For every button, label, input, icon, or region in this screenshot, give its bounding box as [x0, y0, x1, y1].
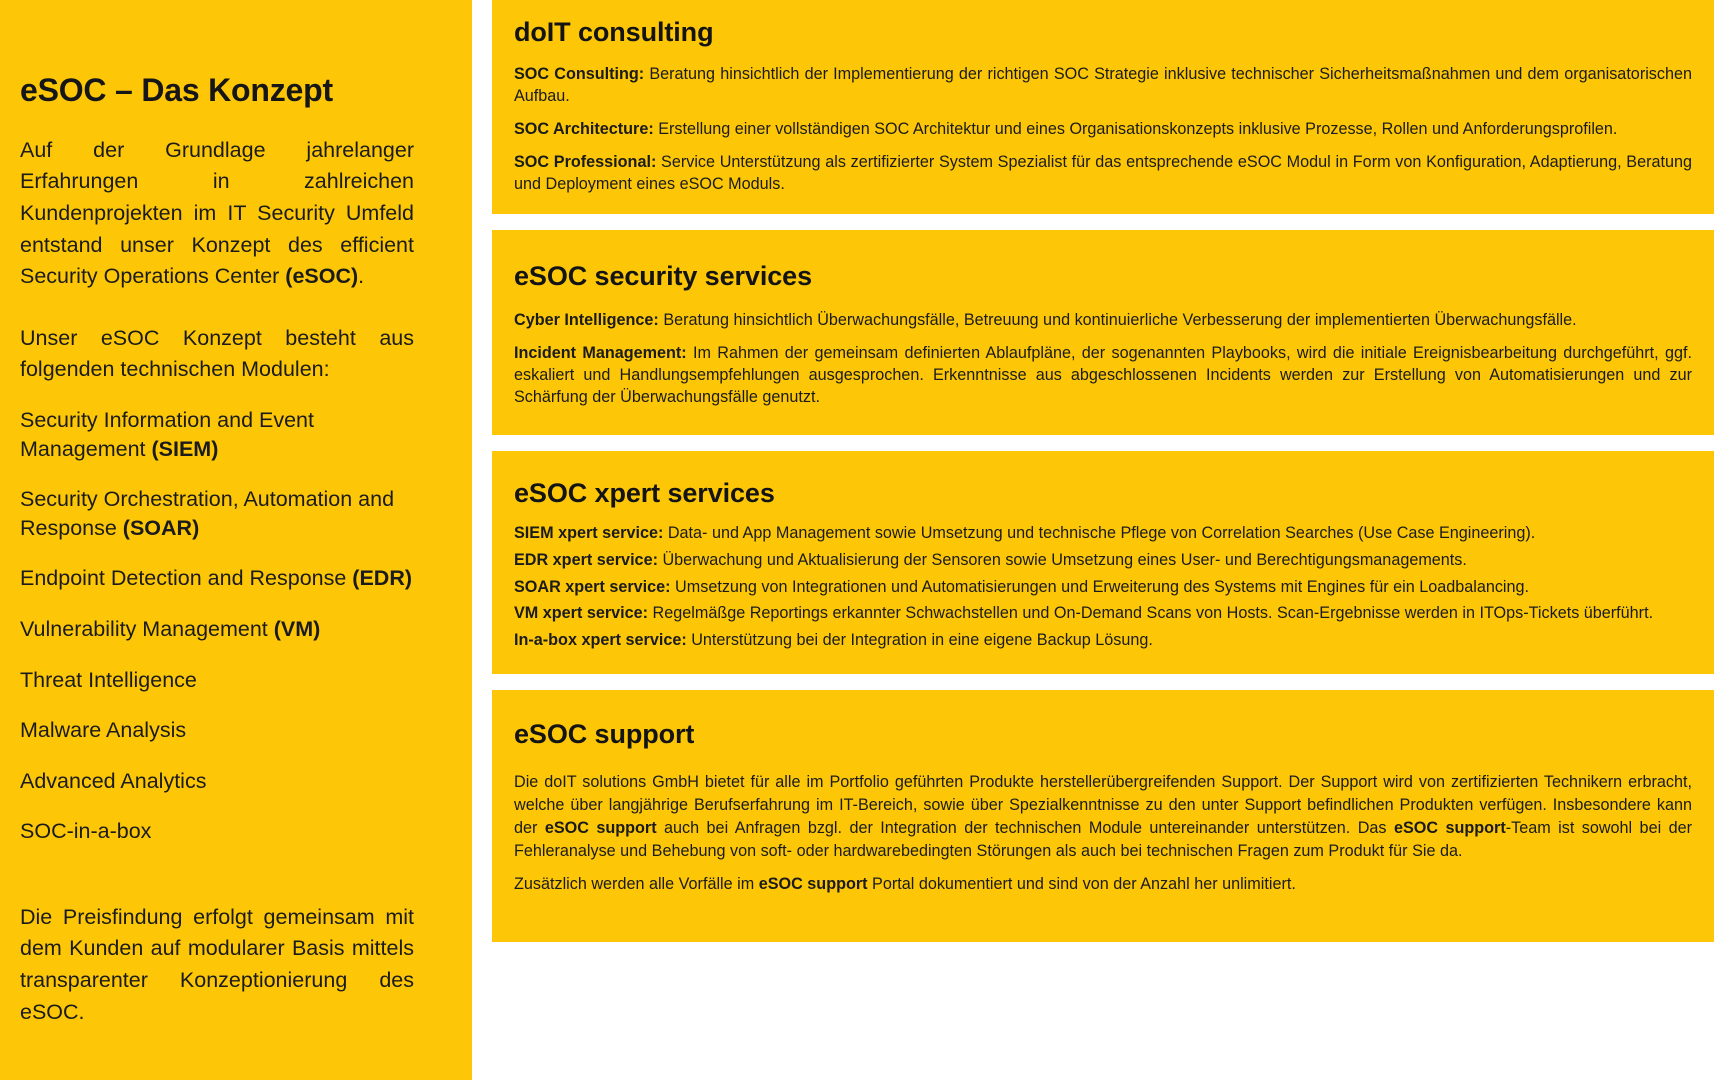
module-name: Endpoint Detection and Response [20, 566, 353, 591]
concept-intro-bold: (eSOC) [285, 264, 359, 289]
list-item [20, 564, 414, 593]
module-list [20, 406, 414, 868]
service-entry [514, 343, 1692, 409]
page-title: eSOC – Das Konzept [20, 72, 333, 108]
modules-intro-text: Unser eSOC Konzept besteht aus folgenden technischen Modulen: [20, 325, 414, 382]
module-name: Security Information and Event Management [20, 407, 314, 461]
service-entry [514, 310, 1692, 332]
service-description: Unterstützung bei der Integration in eine eigene Backup Lösung. [686, 631, 1153, 650]
list-item [20, 615, 414, 644]
concept-intro-text: Auf der Grundlage jahrelanger Erfahrungen in zahlreichen Kundenprojekten im IT Security Umfeld entstand unser Konzept des efficient Security Operations Center [20, 137, 414, 289]
concept-intro-paragraph [20, 135, 414, 293]
list-item [20, 485, 414, 542]
card-title-esoc-security-services: eSOC security services [514, 260, 812, 291]
services-column [492, 0, 1716, 1080]
service-label: SOC Professional: [514, 152, 657, 171]
support-bold-2: eSOC support [1393, 818, 1506, 837]
support-bold-1: eSOC support [544, 818, 657, 837]
service-label: Cyber Intelligence: [514, 311, 659, 330]
module-name: Malware Analysis [20, 718, 187, 743]
module-name: Advanced Analytics [20, 768, 207, 793]
service-label: In-a-box xpert service: [514, 631, 687, 650]
service-description: Im Rahmen der gemeinsam definierten Ablaufpläne, der sogenannten Playbooks, wird die initiale Ereignisbearbeitung durchgeführt, ggf. eskaliert und Handlungsempfehlungen ausgesprochen. Erkenntnisse aus abgeschlossenen Incidents werden zur Erstellung von Automatisierungen und zur Schärfung der Überwachungsfälle genutzt. [514, 343, 1692, 406]
support-paragraph-2 [514, 873, 1692, 896]
service-description: Data- und App Management sowie Umsetzung und technische Pflege von Correlation Searches (Use Case Engineering). [663, 523, 1536, 542]
list-item [20, 817, 414, 846]
service-entry [514, 577, 1692, 599]
spacer [20, 868, 414, 902]
service-description: Überwachung und Aktualisierung der Sensoren sowie Umsetzung eines User- und Berechtigungsmanagements. [657, 550, 1467, 569]
card-esoc-security-services [492, 230, 1714, 435]
support-text-4: Zusätzlich werden alle Vorfälle im [514, 874, 759, 893]
module-abbr: (EDR) [352, 566, 413, 591]
card-title-esoc-xpert-services: eSOC xpert services [514, 477, 775, 508]
list-item [20, 406, 414, 463]
service-entry [514, 603, 1692, 625]
concept-panel [0, 0, 472, 1080]
support-paragraph-1 [514, 771, 1692, 863]
list-item [20, 716, 414, 745]
service-entry [514, 630, 1692, 652]
list-item [20, 767, 414, 796]
service-description: Umsetzung von Integrationen und Automatisierungen und Erweiterung des Systems mit Engines für ein Loadbalancing. [670, 577, 1530, 596]
service-label: SOC Consulting: [514, 65, 645, 84]
column-gutter [472, 0, 492, 1080]
module-name: Security Orchestration, Automation and Response [20, 487, 395, 540]
support-text-1: Die doIT solutions GmbH bietet für alle im Portfolio geführten Produkte herstellerübergreifenden Support. Der Support wird von zertifizierten Technikern erbracht, welche über langjährige Berufserfahrung im IT-Bereich, sowie über Spezialkenntnisse zu den unter Support befindlichen Produkten verfügen. Insbesondere kann der [514, 772, 1692, 837]
service-label: SOC Architecture: [514, 120, 654, 139]
concept-intro-suffix: . [358, 264, 365, 289]
service-entry [514, 152, 1692, 196]
module-abbr: (SOAR) [122, 515, 200, 540]
service-label: SIEM xpert service: [514, 523, 664, 542]
module-name: Vulnerability Management [20, 616, 274, 641]
service-entry [514, 119, 1692, 141]
service-description: Service Unterstützung als zertifizierter System Spezialist für das entsprechende eSOC Modul in Form von Konfiguration, Adaptierung, Beratung und Deployment eines eSOC Moduls. [514, 152, 1693, 193]
service-entry [514, 550, 1692, 572]
card-title-doit-consulting: doIT consulting [514, 17, 714, 47]
module-name: Threat Intelligence [20, 667, 197, 692]
service-description: Beratung hinsichtlich Überwachungsfälle, Betreuung und kontinuierliche Verbesserung der implementierten Überwachungsfälle. [658, 311, 1577, 330]
card-doit-consulting [492, 0, 1714, 214]
service-description: Erstellung einer vollständigen SOC Architektur und eines Organisationskonzepts inklusive Prozesse, Rollen und Anforderungsprofilen. [653, 120, 1618, 139]
support-bold-3: eSOC support [758, 874, 868, 893]
service-description: Regelmäßge Reportings erkannter Schwachstellen und On-Demand Scans von Hosts. Scan-Ergebnisse werden in ITOps-Tickets überführt. [648, 604, 1654, 623]
support-text-2: auch bei Anfragen bzgl. der Integration der technischen Module untereinander unterstützen. Das [656, 818, 1394, 837]
pricing-paragraph: Die Preisfindung erfolgt gemeinsam mit dem Kunden auf modularer Basis mittels transparenter Konzeptionierung des eSOC. [20, 904, 414, 1024]
card-title-esoc-support: eSOC support [514, 719, 695, 750]
service-description: Beratung hinsichtlich der Implementierung der richtigen SOC Strategie inklusive technischer Sicherheitsmaßnahmen und dem organisatorischen Aufbau. [514, 65, 1692, 106]
support-text-5: Portal dokumentiert und sind von der Anzahl her unlimitiert. [867, 874, 1296, 893]
module-name: SOC-in-a-box [20, 819, 152, 844]
service-entry [514, 64, 1692, 108]
module-abbr: (VM) [273, 616, 321, 641]
list-item [20, 666, 414, 695]
service-entry [514, 523, 1692, 545]
support-text-3: -Team ist sowohl bei der Fehleranalyse und Behebung von soft- oder hardwarebedingten Störungen als auch bei technischen Fragen zum Produkt für Sie da. [514, 818, 1692, 860]
service-label: EDR xpert service: [514, 550, 658, 569]
service-label: SOAR xpert service: [514, 577, 671, 596]
card-esoc-support [492, 690, 1714, 941]
service-label: VM xpert service: [514, 604, 649, 623]
service-label: Incident Management: [514, 343, 687, 362]
module-abbr: (SIEM) [151, 436, 219, 461]
card-esoc-xpert-services [492, 451, 1714, 675]
